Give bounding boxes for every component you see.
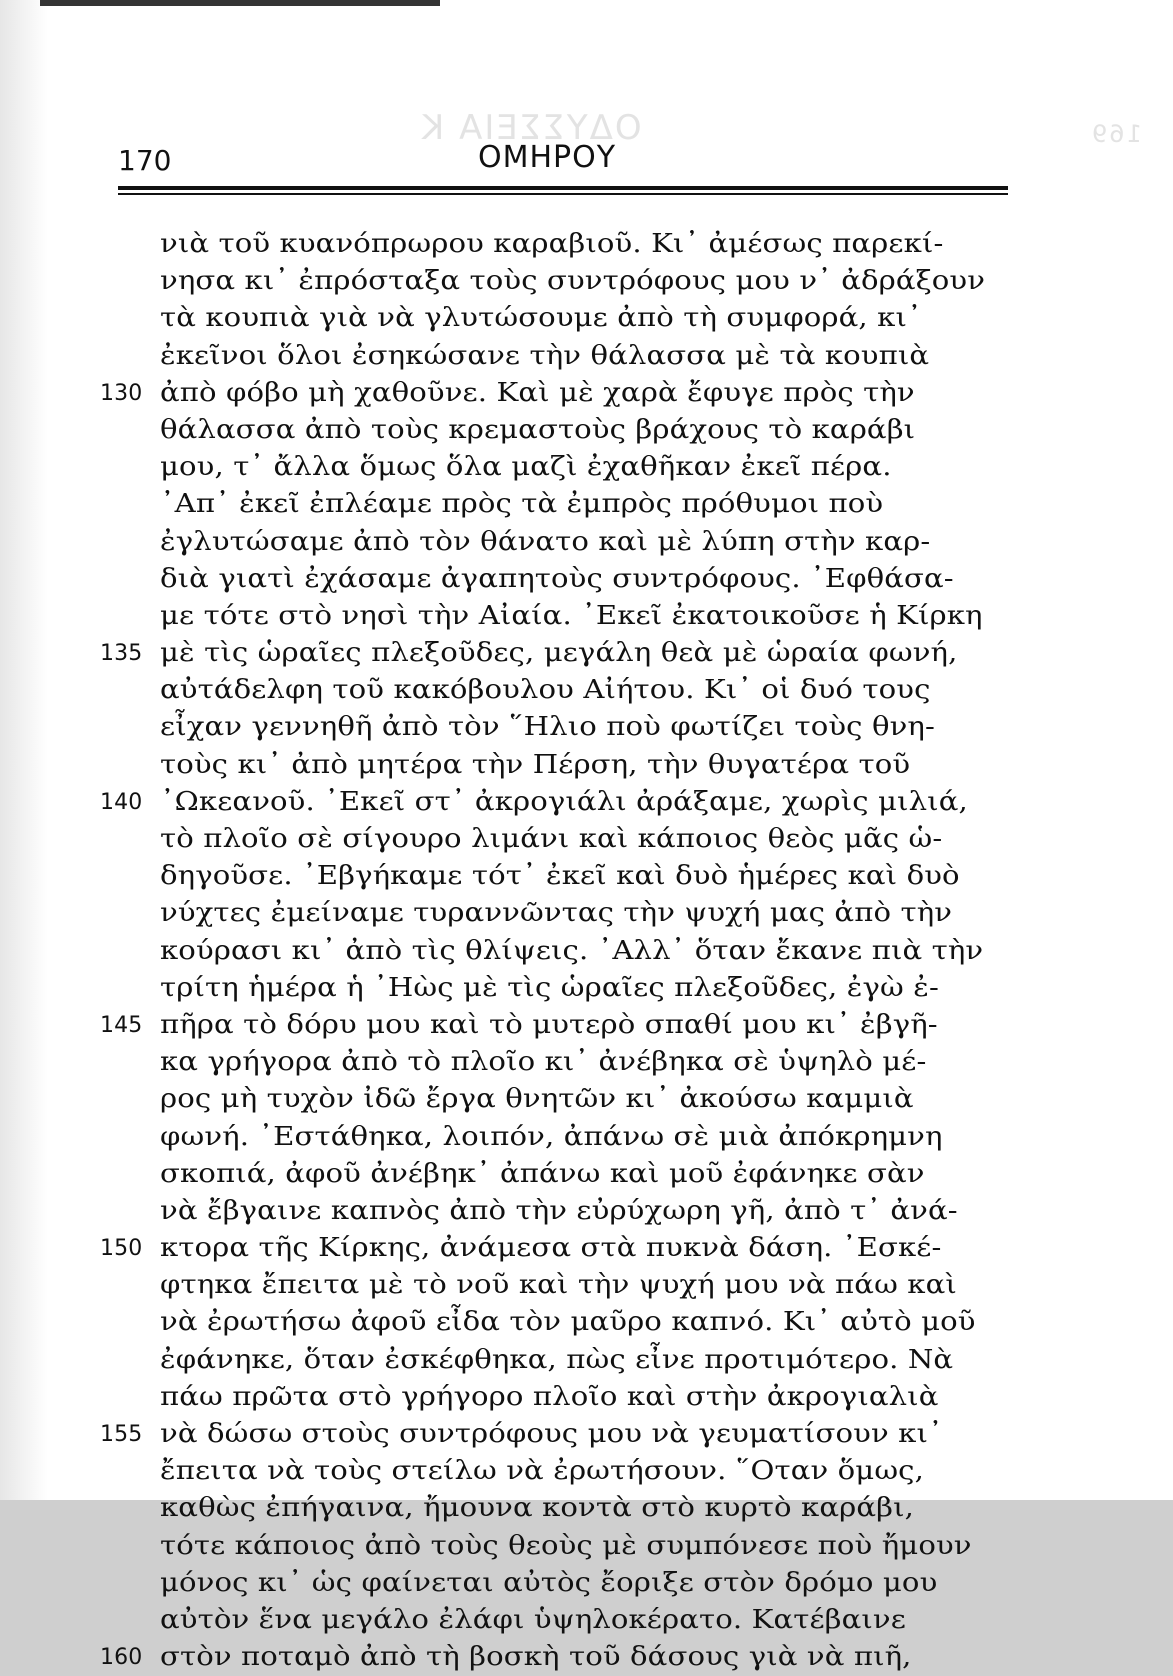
text-line xyxy=(100,933,1010,970)
body-text xyxy=(100,226,1010,1676)
line-text: εἶχαν γεννηθῆ ἀπὸ τὸν ῞Ηλιο ποὺ φωτίζει τοὺς θνη- xyxy=(160,712,935,743)
line-text: νὰ ἐρωτήσω ἀφοῦ εἶδα τὸν μαῦρο καπνό. Κι᾿ αὐτὸ μοῦ xyxy=(160,1307,976,1338)
line-text: πῆρα τὸ δόρυ μου καὶ τὸ μυτερὸ σπαθί μου κι᾿ ἐβγῆ- xyxy=(160,1009,938,1040)
text-line xyxy=(100,1416,1010,1453)
header-rule-thin xyxy=(118,193,1008,195)
line-text: στὸν ποταμὸ ἀπὸ τὴ βοσκὴ τοῦ δάσους γιὰ νὰ πιῆ, xyxy=(160,1642,912,1673)
line-text: νὰ δώσω στοὺς συντρόφους μου νὰ γευματίσουν κι᾿ xyxy=(160,1419,943,1449)
text-line xyxy=(100,1453,1010,1490)
text-line xyxy=(100,449,1010,486)
text-line xyxy=(100,1342,1010,1379)
line-text: μὲ τὶς ὡραῖες πλεξοῦδες, μεγάλη θεὰ μὲ ὡραία φωνή, xyxy=(160,638,958,669)
text-line xyxy=(100,598,1010,635)
line-text: ἐκεῖνοι ὅλοι ἐσηκώσανε τὴν θάλασσα μὲ τὰ κουπιὰ xyxy=(160,340,930,371)
line-text: πάω πρῶτα στὸ γρήγορο πλοῖο καὶ στὴν ἀκρογιαλιὰ xyxy=(160,1381,939,1412)
line-text: μόνος κι᾿ ὡς φαίνεται αὐτὸς ἔοριξε στὸν δρόμο μου xyxy=(160,1567,938,1598)
page-gutter-shadow xyxy=(0,0,48,1500)
text-line xyxy=(100,1490,1010,1527)
text-line xyxy=(100,970,1010,1007)
line-text: τὸ πλοῖο σὲ σίγουρο λιμάνι καὶ κάποιος θεὸς μᾶς ὡ- xyxy=(160,824,943,854)
line-text: μου, τ᾿ ἄλλα ὅμως ὅλα μαζὶ ἐχαθῆκαν ἐκεῖ πέρα. xyxy=(160,452,892,483)
line-text: διὰ γιατὶ ἐχάσαμε ἀγαπητοὺς συντρόφους. ᾿Εφθάσα- xyxy=(160,563,954,594)
text-line xyxy=(100,672,1010,709)
text-line xyxy=(100,1565,1010,1602)
line-number: 140 xyxy=(100,789,143,815)
line-text: τρίτη ἡμέρα ἡ ᾿Ηὼς μὲ τὶς ὡραῖες πλεξοῦδες, ἐγὼ ἐ- xyxy=(160,972,939,1003)
line-text: νιὰ τοῦ κυανόπρωρου καραβιοῦ. Κι᾿ ἀμέσως παρεκί- xyxy=(160,229,944,259)
line-text: τότε κάποιος ἀπὸ τοὺς θεοὺς μὲ συμπόνεσε ποὺ ἤμουν xyxy=(160,1530,972,1561)
line-number: 130 xyxy=(100,380,143,406)
text-line xyxy=(100,1304,1010,1341)
line-text: ρος μὴ τυχὸν ἰδῶ ἔργα θνητῶν κι᾿ ἀκούσω καμμιὰ xyxy=(160,1084,914,1115)
line-text: φτηκα ἔπειτα μὲ τὸ νοῦ καὶ τὴν ψυχή μου νὰ πάω καὶ xyxy=(160,1270,957,1301)
running-head: ΟΜΗΡΟΥ xyxy=(478,140,617,175)
text-line xyxy=(100,561,1010,598)
text-line xyxy=(100,1639,1010,1676)
line-text: φωνή. ᾿Εστάθηκα, λοιπόν, ἀπάνω σὲ μιὰ ἀπόκρημνη xyxy=(160,1121,943,1152)
line-text: νησα κι᾿ ἐπρόσταξα τοὺς συντρόφους μου ν᾿ ἀδράξουν xyxy=(160,266,986,297)
line-number: 135 xyxy=(100,641,143,667)
text-line xyxy=(100,1156,1010,1193)
text-line xyxy=(100,263,1010,300)
text-line xyxy=(100,1602,1010,1639)
text-line xyxy=(100,821,1010,858)
line-text: νὰ ἔβγαινε καπνὸς ἀπὸ τὴν εὐρύχωρη γῆ, ἀπὸ τ᾿ ἀνά- xyxy=(160,1195,958,1226)
line-text: ᾿Ωκεανοῦ. ᾿Εκεῖ στ᾿ ἀκρογιάλι ἀράξαμε, χωρὶς μιλιά, xyxy=(160,786,968,817)
text-line xyxy=(100,635,1010,672)
text-line xyxy=(100,784,1010,821)
line-text: καθὼς ἐπήγαινα, ἤμουνα κοντὰ στὸ κυρτὸ καράβι, xyxy=(160,1493,914,1524)
line-text: αὐτάδελφη τοῦ κακόβουλου Αἰήτου. Κι᾿ οἱ δυό τους xyxy=(160,675,931,706)
text-line xyxy=(100,1044,1010,1081)
text-line xyxy=(100,1528,1010,1565)
line-text: δηγοῦσε. ᾿Εβγήκαμε τότ᾿ ἐκεῖ καὶ δυὸ ἡμέρες καὶ δυὸ xyxy=(160,861,960,892)
page-header xyxy=(118,140,1008,184)
text-line xyxy=(100,300,1010,337)
line-text: ἔπειτα νὰ τοὺς στείλω νὰ ἐρωτήσουν. ῞Οταν ὅμως, xyxy=(160,1456,924,1487)
line-text: θάλασσα ἀπὸ τοὺς κρεμαστοὺς βράχους τὸ καράβι xyxy=(160,414,916,445)
text-line xyxy=(100,412,1010,449)
line-text: σκοπιά, ἀφοῦ ἀνέβηκ᾿ ἀπάνω καὶ μοῦ ἐφάνηκε σὰν xyxy=(160,1158,925,1189)
line-number: 160 xyxy=(100,1645,143,1671)
line-text: κα γρήγορα ἀπὸ τὸ πλοῖο κι᾿ ἀνέβηκα σὲ ὑψηλὸ μέ- xyxy=(160,1047,927,1078)
line-number: 150 xyxy=(100,1236,143,1262)
text-line xyxy=(100,1379,1010,1416)
line-number: 155 xyxy=(100,1422,143,1447)
text-line xyxy=(100,1119,1010,1156)
header-rule-thick xyxy=(118,186,1008,190)
text-line xyxy=(100,858,1010,895)
line-text: ἐφάνηκε, ὅταν ἐσκέφθηκα, πὼς εἶνε προτιμότερο. Νὰ xyxy=(160,1344,954,1375)
text-line xyxy=(100,709,1010,746)
text-line xyxy=(100,895,1010,932)
text-line xyxy=(100,1230,1010,1267)
text-line xyxy=(100,747,1010,784)
line-number: 145 xyxy=(100,1012,143,1038)
top-edge-band xyxy=(40,0,440,6)
line-text: ᾿Απ᾿ ἐκεῖ ἐπλέαμε πρὸς τὰ ἐμπρὸς πρόθυμοι ποὺ xyxy=(160,489,884,520)
text-line xyxy=(100,1267,1010,1304)
line-text: κτορα τῆς Κίρκης, ἀνάμεσα στὰ πυκνὰ δάση. ᾿Εσκέ- xyxy=(160,1233,942,1264)
line-text: κούρασι κι᾿ ἀπὸ τὶς θλίψεις. ᾿Αλλ᾿ ὅταν ἔκανε πιὰ τὴν xyxy=(160,935,984,966)
line-text: τοὺς κι᾿ ἀπὸ μητέρα τὴν Πέρση, τὴν θυγατέρα τοῦ xyxy=(160,749,911,780)
line-text: νύχτες ἐμείναμε τυραννῶντας τὴν ψυχή μας ἀπὸ τὴν xyxy=(160,898,953,929)
text-line xyxy=(100,375,1010,412)
text-line xyxy=(100,524,1010,561)
text-line xyxy=(100,1193,1010,1230)
text-line xyxy=(100,1081,1010,1118)
line-text: τὰ κουπιὰ γιὰ νὰ γλυτώσουμε ἀπὸ τὴ συμφορά, κι᾿ xyxy=(160,303,922,334)
text-line xyxy=(100,226,1010,263)
text-line xyxy=(100,1007,1010,1044)
line-text: ἀπὸ φόβο μὴ χαθοῦνε. Καὶ μὲ χαρὰ ἔφυγε πρὸς τὴν xyxy=(160,377,915,408)
line-text: ἐγλυτώσαμε ἀπὸ τὸν θάνατο καὶ μὲ λύπη στὴν καρ- xyxy=(160,526,931,557)
text-line xyxy=(100,338,1010,375)
line-text: αὐτὸν ἕνα μεγάλο ἐλάφι ὑψηλοκέρατο. Κατέβαινε xyxy=(160,1604,906,1635)
text-line xyxy=(100,486,1010,523)
line-text: με τότε στὸ νησὶ τὴν Αἰαία. ᾿Εκεῖ ἐκατοικοῦσε ἡ Κίρκη xyxy=(160,600,983,631)
bleed-through-ghost-number: 169 xyxy=(1090,120,1142,148)
page-number: 170 xyxy=(118,144,172,177)
bleed-through-ghost-text: ΟΔΥΣΣΕΙΑ Κ xyxy=(420,108,642,148)
